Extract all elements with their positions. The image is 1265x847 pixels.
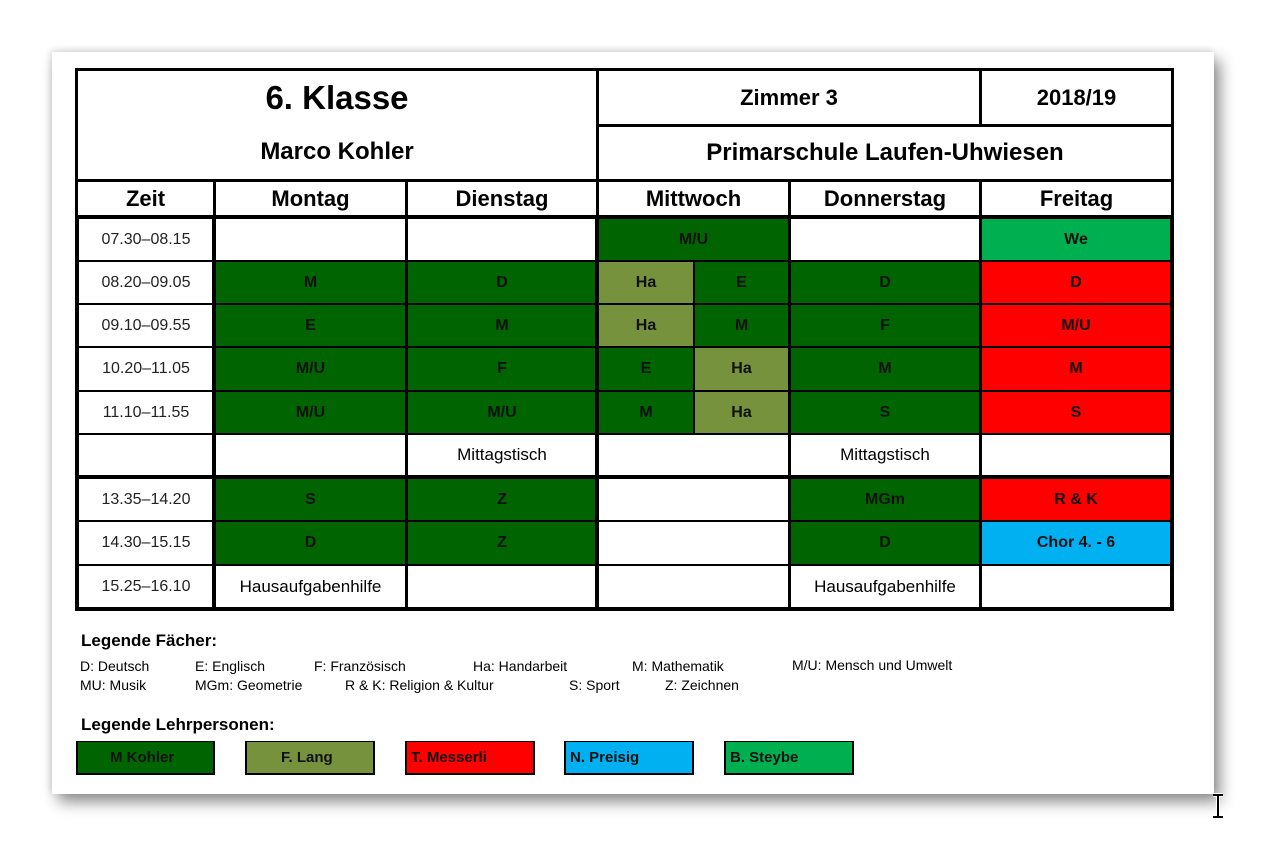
lesson-cell: M (789, 346, 981, 392)
lesson-cell: R & K (980, 477, 1172, 522)
teacher-swatch-steybe: B. Steybe (724, 741, 854, 775)
col-header-donnerstag: Donnerstag (788, 179, 982, 218)
lesson-cell: Ha (597, 303, 695, 348)
col-header-dienstag: Dienstag (405, 179, 599, 218)
lesson-cell: D (406, 260, 598, 305)
time-cell: 11.10–11.55 (77, 390, 215, 435)
lesson-cell: S (214, 477, 407, 522)
legend-entry: M: Mathematik (632, 658, 724, 674)
lesson-cell: M/U (214, 346, 407, 392)
legend-entry: Z: Zeichnen (665, 677, 739, 693)
teacher-name: Marco Kohler (75, 124, 599, 182)
legend-entry: M/U: Mensch und Umwelt (792, 657, 953, 673)
lesson-cell (597, 477, 790, 522)
lesson-cell: Z (406, 477, 598, 522)
lesson-cell (214, 217, 407, 262)
legend-entry: MU: Musik (80, 677, 147, 693)
lesson-cell: We (980, 217, 1172, 262)
lesson-cell: D (789, 520, 981, 566)
lesson-cell (406, 217, 598, 262)
time-cell: 08.20–09.05 (77, 260, 215, 305)
col-header-freitag: Freitag (979, 179, 1174, 218)
legend-entry: D: Deutsch (80, 658, 150, 674)
lesson-cell: E (597, 346, 695, 392)
lesson-cell: M (693, 303, 790, 348)
lesson-cell (597, 433, 790, 478)
teacher-swatch-preisig: N. Preisig (564, 741, 694, 775)
col-header-zeit: Zeit (75, 179, 216, 218)
homework-cell: Hausaufgabenhilfe (214, 564, 407, 609)
lesson-cell: M/U (214, 390, 407, 435)
lesson-cell: M/U (597, 217, 790, 262)
lesson-cell: S (980, 390, 1172, 435)
lunch-cell: Mittagstisch (789, 433, 981, 478)
class-title: 6. Klasse (75, 68, 599, 127)
lesson-cell: S (789, 390, 981, 435)
lesson-cell: E (693, 260, 790, 305)
school-name: Primarschule Laufen-Uhwiesen (596, 124, 1174, 182)
time-cell: 09.10–09.55 (77, 303, 215, 348)
room-label: Zimmer 3 (596, 68, 982, 127)
time-cell: 14.30–15.15 (77, 520, 215, 566)
text-cursor-icon (1210, 793, 1226, 819)
teacher-swatch-messerli: T. Messerli (405, 741, 535, 775)
legend-entry: E: Englisch (195, 658, 266, 674)
lesson-cell (406, 564, 598, 609)
homework-cell: Hausaufgabenhilfe (789, 564, 981, 609)
lesson-cell: Ha (693, 390, 790, 435)
time-cell: 10.20–11.05 (77, 346, 215, 392)
legend-entry: Ha: Handarbeit (473, 658, 568, 674)
lesson-cell (789, 217, 981, 262)
lesson-cell: D (980, 260, 1172, 305)
lesson-cell: MGm (789, 477, 981, 522)
lesson-cell: E (214, 303, 407, 348)
teacher-swatch-kohler: M Kohler (76, 741, 215, 775)
legend-entry: R & K: Religion & Kultur (345, 677, 494, 693)
column-divider (595, 215, 598, 611)
time-cell (77, 433, 215, 478)
lesson-cell: D (214, 520, 407, 566)
legend-entry: F: Französisch (314, 658, 406, 674)
lesson-cell: F (789, 303, 981, 348)
lesson-cell: D (789, 260, 981, 305)
legend-entry: S: Sport (569, 677, 620, 693)
lesson-cell: Ha (693, 346, 790, 392)
lesson-cell (980, 433, 1172, 478)
lesson-cell: M (597, 390, 695, 435)
time-cell: 07.30–08.15 (77, 217, 215, 262)
lesson-cell (597, 564, 790, 609)
column-divider (212, 215, 215, 611)
lesson-cell: M (406, 303, 598, 348)
lesson-cell (214, 433, 407, 478)
school-year: 2018/19 (979, 68, 1174, 127)
col-header-montag: Montag (213, 179, 408, 218)
subject-legend-title: Legende Fächer: (81, 631, 218, 650)
lunch-cell: Mittagstisch (406, 433, 598, 478)
lesson-cell (980, 564, 1172, 609)
lesson-cell: M/U (980, 303, 1172, 348)
lesson-cell: Chor 4. - 6 (980, 520, 1172, 566)
teacher-swatch-lang: F. Lang (245, 741, 375, 775)
legend-entry: MGm: Geometrie (195, 677, 303, 693)
time-cell: 13.35–14.20 (77, 477, 215, 522)
lesson-cell: M (980, 346, 1172, 392)
col-header-mittwoch: Mittwoch (596, 179, 791, 218)
lesson-cell: F (406, 346, 598, 392)
teacher-legend-title: Legende Lehrpersonen: (81, 715, 275, 734)
lesson-cell: M (214, 260, 407, 305)
lesson-cell: M/U (406, 390, 598, 435)
time-cell: 15.25–16.10 (77, 564, 215, 609)
lesson-cell (597, 520, 790, 566)
lesson-cell: Ha (597, 260, 695, 305)
lesson-cell: Z (406, 520, 598, 566)
